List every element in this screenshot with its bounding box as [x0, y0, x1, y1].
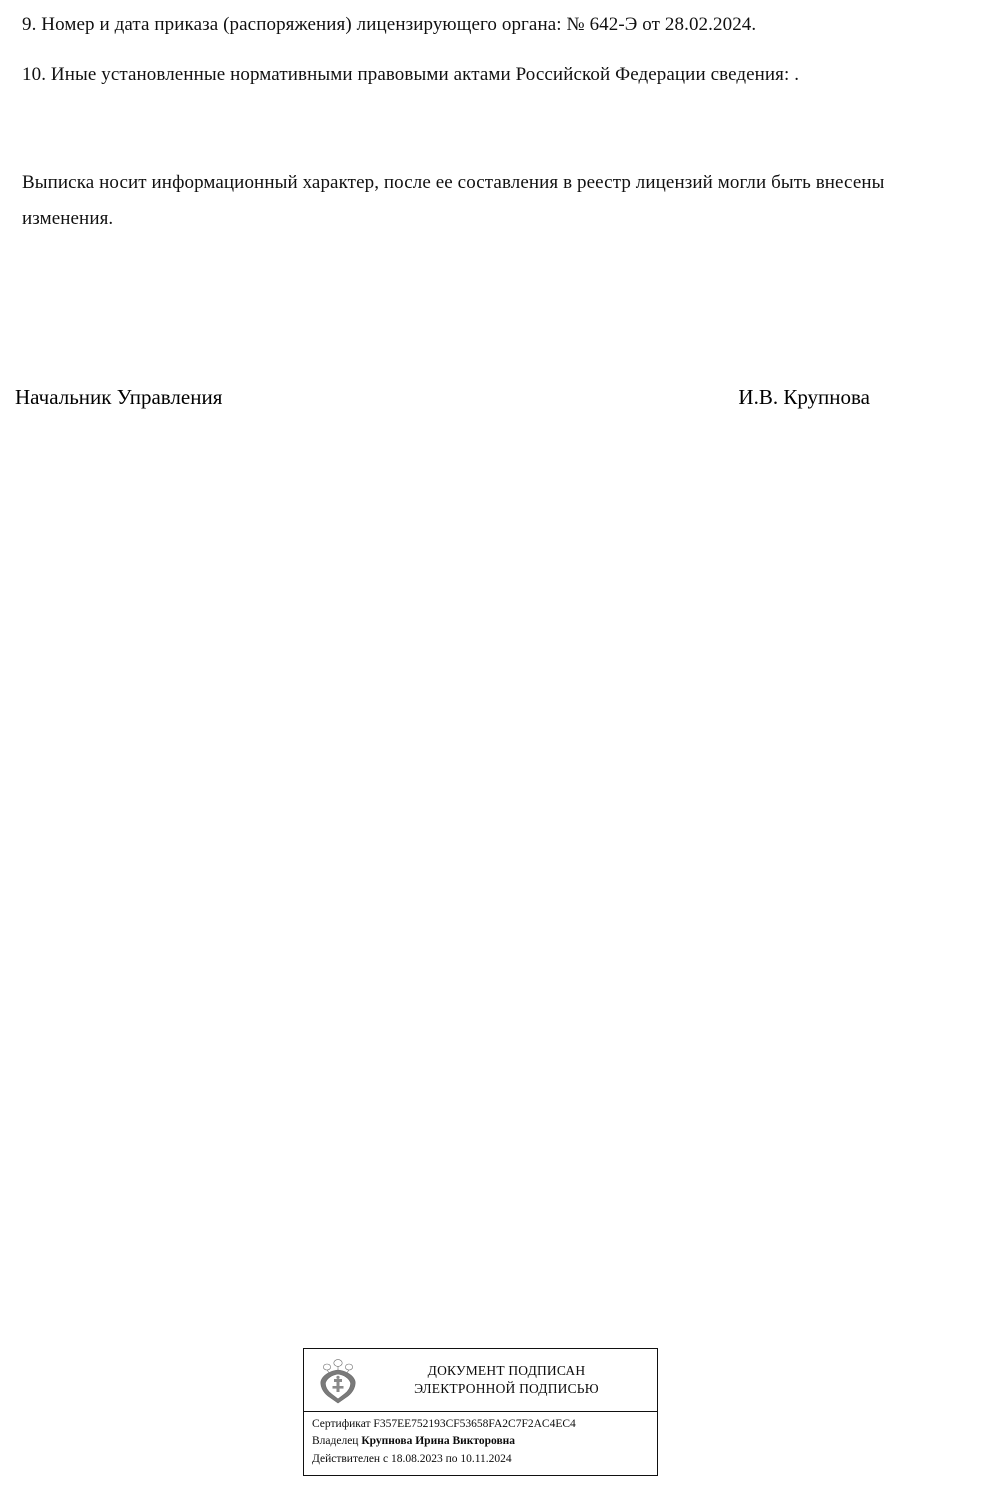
russian-coat-of-arms-icon [314, 1354, 362, 1406]
stamp-owner-row [312, 1433, 649, 1450]
signatory-name: И.В. Крупнова [738, 385, 870, 409]
stamp-valid-from: 18.08.2023 [390, 1452, 443, 1465]
electronic-signature-stamp [303, 1348, 658, 1476]
stamp-valid-to-label: по [445, 1452, 458, 1465]
signatory-position: Начальник Управления [15, 385, 223, 409]
stamp-valid-label: Действителен с [312, 1452, 389, 1465]
stamp-validity-row [312, 1451, 649, 1468]
stamp-certificate-label: Сертификат [312, 1418, 371, 1430]
stamp-title [368, 1362, 651, 1398]
stamp-owner-value: Крупнова Ирина Викторовна [361, 1435, 516, 1448]
stamp-certificate-row [312, 1416, 649, 1433]
stamp-title-line2: ЭЛЕКТРОННОЙ ПОДПИСЬЮ [414, 1381, 599, 1396]
stamp-certificate-value: F357EE752193CF53658FA2C7F2AC4EC4 [373, 1418, 576, 1430]
stamp-valid-to: 10.11.2024 [460, 1452, 512, 1465]
stamp-owner-label: Владелец [312, 1435, 359, 1448]
other-information-paragraph: 10. Иные установленные нормативными правовыми актами Российской Федерации сведения: . [22, 64, 800, 85]
license-order-number-paragraph: 9. Номер и дата приказа (распоряжения) лицензирующего органа: № 642-Э от 28.02.2024. [22, 14, 757, 35]
stamp-header [304, 1349, 657, 1411]
stamp-details [304, 1412, 657, 1468]
stamp-title-line1: ДОКУМЕНТ ПОДПИСАН [427, 1363, 586, 1379]
signature-block [10, 385, 970, 410]
informational-disclaimer-paragraph: Выписка носит информационный характер, после ее составления в реестр лицензий могли быть внесены изменения. [22, 172, 885, 230]
